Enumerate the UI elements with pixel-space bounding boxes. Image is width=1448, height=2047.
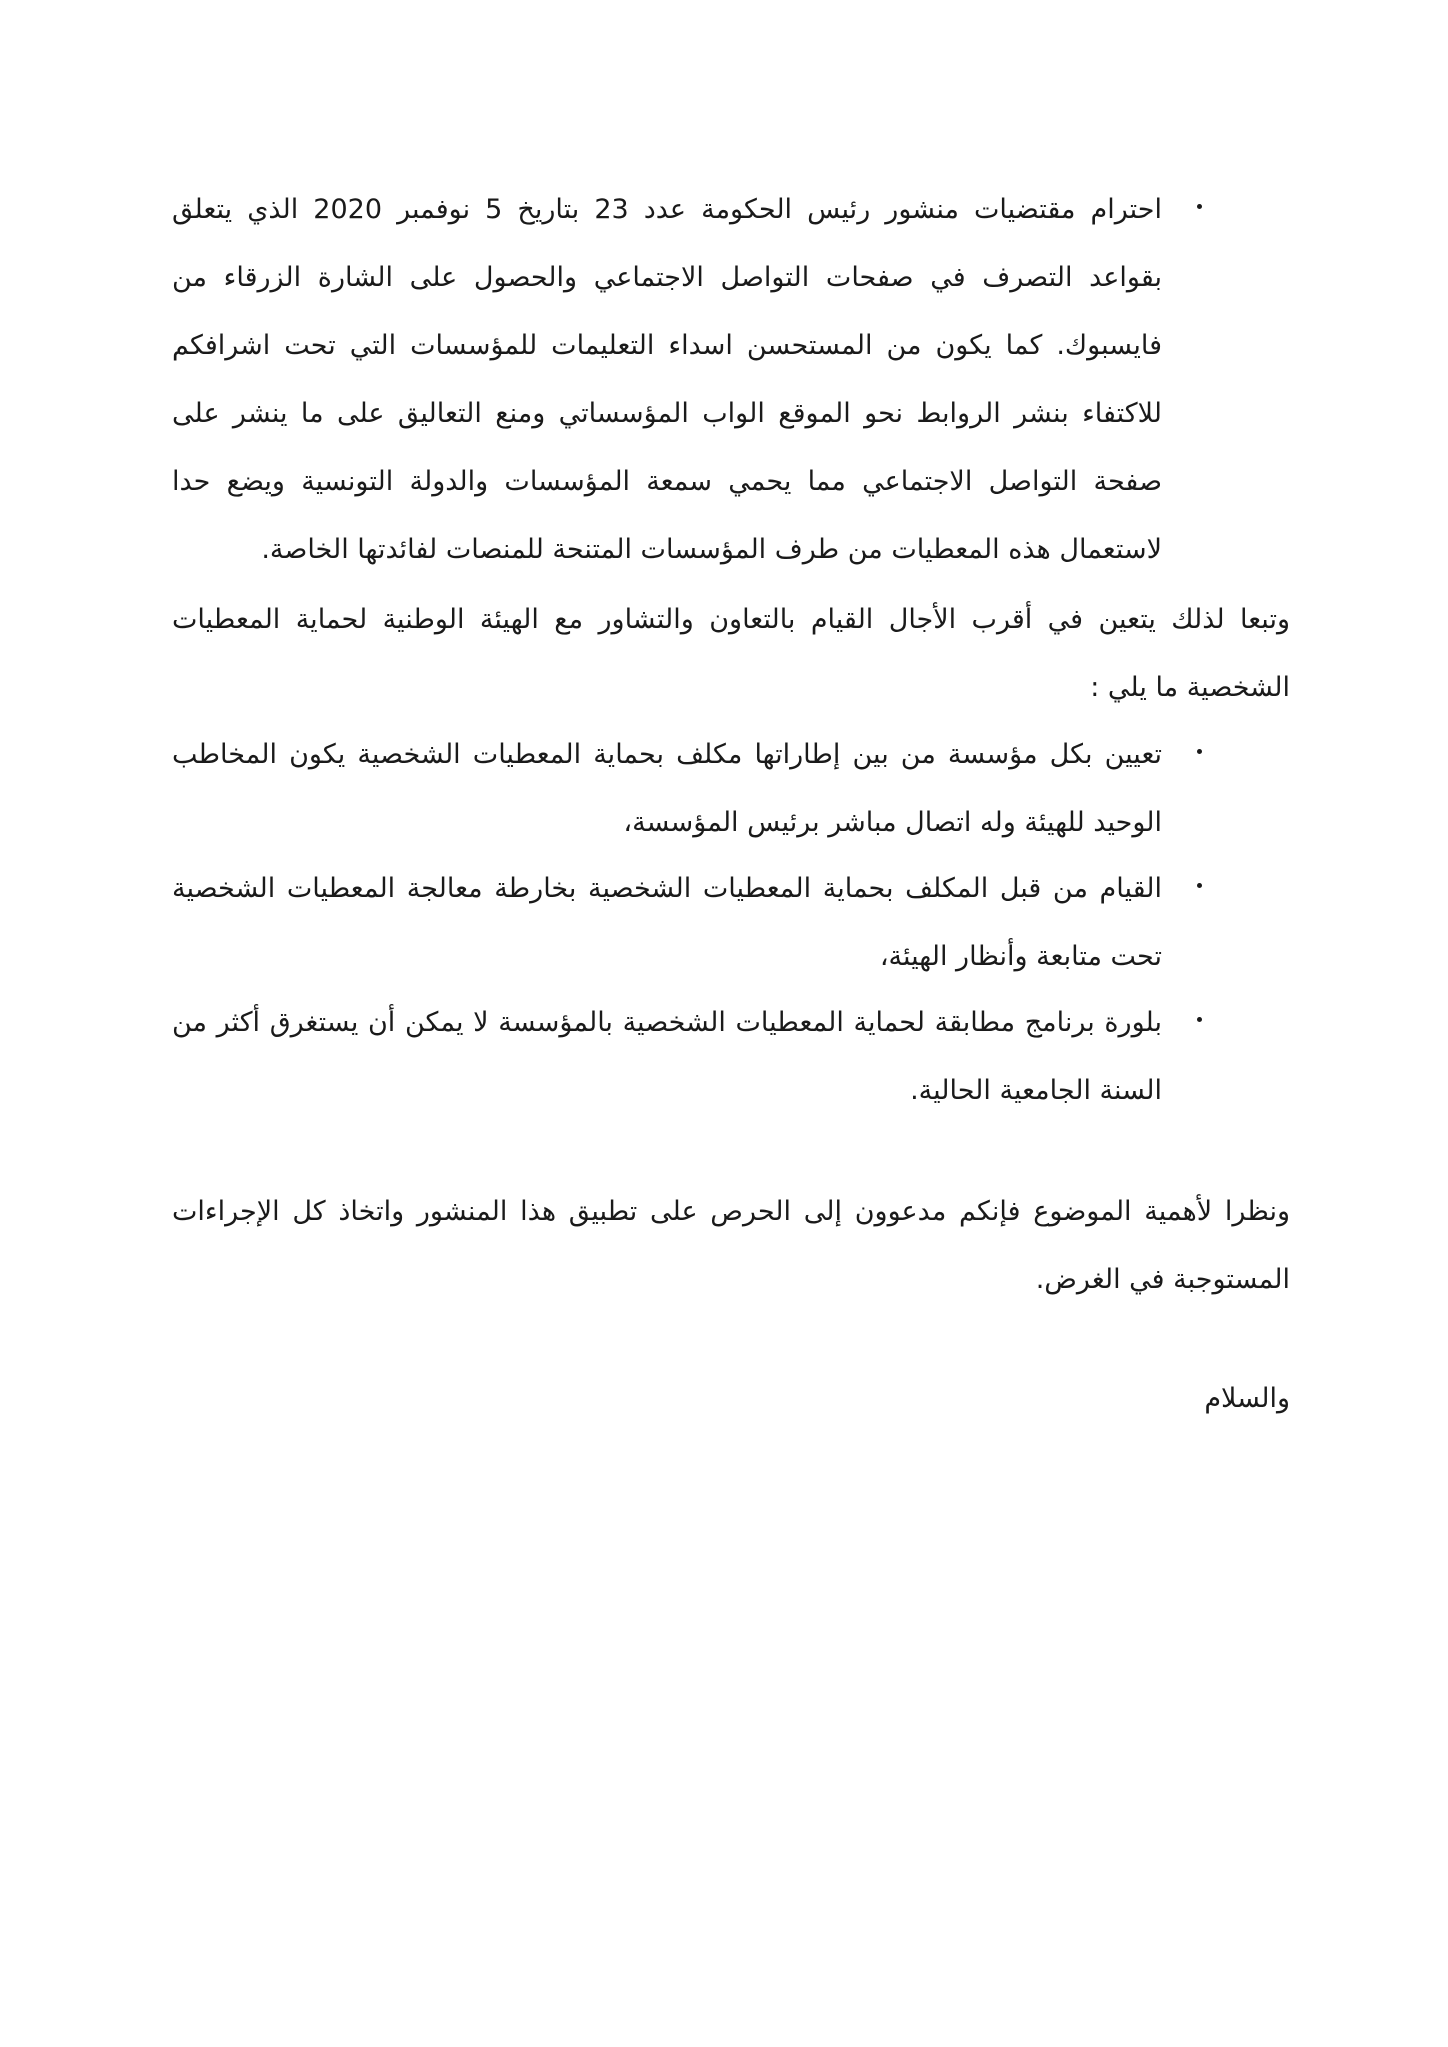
bullet-text: بلورة برنامج مطابقة لحماية المعطيات الشخصية بالمؤسسة لا يمكن أن يستغرق أكثر من السنة الجامعية الحالية. (172, 1007, 1162, 1106)
bullet-text: تعيين بكل مؤسسة من بين إطاراتها مكلف بحماية المعطيات الشخصية يكون المخاطب الوحيد للهيئة وله اتصال مباشر برئيس المؤسسة، (172, 739, 1162, 838)
bullet-item-appoint-officer (172, 721, 1162, 857)
bullet-dot-icon (1197, 1017, 1202, 1022)
bullet-item-social-media-circular (172, 176, 1162, 584)
bullet-text: القيام من قبل المكلف بحماية المعطيات الشخصية بخارطة معالجة المعطيات الشخصية تحت متابعة وأنظار الهيئة، (172, 873, 1162, 972)
bullet-item-compliance-program (172, 989, 1162, 1125)
greeting-signoff: والسلام (1204, 1383, 1290, 1414)
bullet-dot-icon (1197, 883, 1202, 888)
bullet-dot-icon (1197, 204, 1202, 209)
bullet-item-data-mapping (172, 855, 1162, 991)
closing-paragraph: ونظرا لأهمية الموضوع فإنكم مدعوون إلى الحرص على تطبيق هذا المنشور واتخاذ كل الإجراءات المستوجبة في الغرض. (172, 1196, 1290, 1295)
bullet-dot-icon (1197, 749, 1202, 754)
intro-paragraph: وتبعا لذلك يتعين في أقرب الأجال القيام بالتعاون والتشاور مع الهيئة الوطنية لحماية المعطيات الشخصية ما يلي : (172, 604, 1290, 703)
bullet-text: احترام مقتضيات منشور رئيس الحكومة عدد 23 بتاريخ 5 نوفمبر 2020 الذي يتعلق بقواعد التصرف في صفحات التواصل الاجتماعي والحصول على الشارة الزرقاء من فايسبوك. كما يكون من المستحسن اسداء التعليمات للمؤسسات التي تحت اشرافكم للاكتفاء بنشر الروابط نحو الموقع الواب المؤسساتي ومنع التعاليق على ما ينشر على صفحة التواصل الاجتماعي مما يحمي سمعة المؤسسات والدولة التونسية ويضع حدا لاستعمال هذه المعطيات من طرف المؤسسات المتنحة للمنصات لفائدتها الخاصة. (172, 194, 1162, 565)
